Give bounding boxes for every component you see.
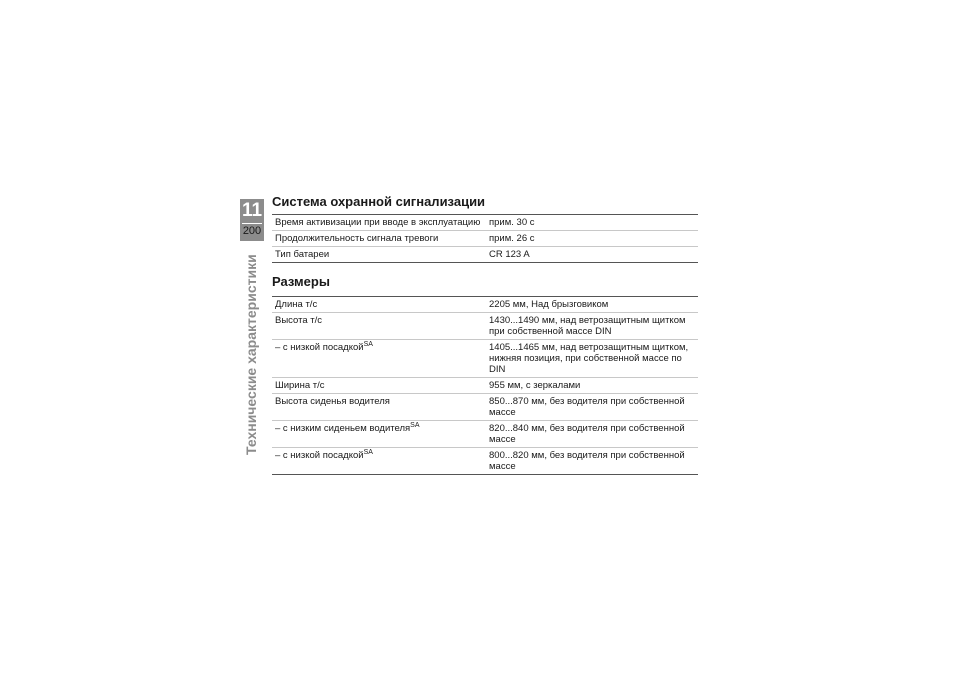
table-row bbox=[272, 448, 698, 475]
spec-value: 820...840 мм, без водителя при собственной массе bbox=[486, 421, 698, 448]
spec-label: Высота сиденья водителя bbox=[272, 394, 486, 421]
table-row bbox=[272, 231, 698, 247]
spec-value: 2205 мм, Над брызговиком bbox=[486, 297, 698, 313]
chapter-tab bbox=[240, 199, 264, 241]
spec-label: Время активизации при вводе в эксплуатацию bbox=[272, 215, 486, 231]
spec-value: 1405...1465 мм, над ветрозащитным щитком, нижняя позиция, при собственной массе по DIN bbox=[486, 340, 698, 378]
spec-label: – с низким сиденьем водителя$^{SA}$ bbox=[272, 421, 486, 448]
spec-label: Ширина т/с bbox=[272, 378, 486, 394]
spec-value: 800...820 мм, без водителя при собственной массе bbox=[486, 448, 698, 475]
page-number: 200 bbox=[242, 225, 262, 237]
alarm-spec-table bbox=[272, 214, 698, 263]
spec-value: 955 мм, с зеркалами bbox=[486, 378, 698, 394]
spec-label: – с низкой посадкой$^{SA}$ bbox=[272, 448, 486, 475]
page-content bbox=[272, 193, 698, 475]
chapter-number: 11 bbox=[241, 200, 263, 221]
spec-value: прим. 30 с bbox=[486, 215, 698, 231]
alarm-section-title: Система охранной сигнализации bbox=[272, 194, 486, 209]
spec-label: Высота т/с bbox=[272, 313, 486, 340]
table-row bbox=[272, 313, 698, 340]
table-row bbox=[272, 215, 698, 231]
spec-label: Тип батареи bbox=[272, 247, 486, 263]
dimensions-section-title: Размеры bbox=[272, 274, 330, 289]
spec-label: Продолжительность сигнала тревоги bbox=[272, 231, 486, 247]
spec-value: CR 123 A bbox=[486, 247, 698, 263]
dimensions-spec-table bbox=[272, 296, 698, 475]
spec-value: прим. 26 с bbox=[486, 231, 698, 247]
table-row bbox=[272, 340, 698, 378]
table-row bbox=[272, 297, 698, 313]
spec-value: 1430...1490 мм, над ветрозащитным щитком при собственной массе DIN bbox=[486, 313, 698, 340]
spec-value: 850...870 мм, без водителя при собственной массе bbox=[486, 394, 698, 421]
sa-superscript: SA bbox=[363, 341, 373, 348]
spec-label: – с низкой посадкой$^{SA}$ bbox=[272, 340, 486, 378]
table-row bbox=[272, 378, 698, 394]
sa-superscript: SA bbox=[410, 422, 420, 429]
chapter-side-title: Технические характеристики bbox=[243, 254, 259, 455]
sa-superscript: SA bbox=[363, 449, 373, 456]
spec-label: Длина т/с bbox=[272, 297, 486, 313]
table-row bbox=[272, 421, 698, 448]
table-row bbox=[272, 394, 698, 421]
table-row bbox=[272, 247, 698, 263]
